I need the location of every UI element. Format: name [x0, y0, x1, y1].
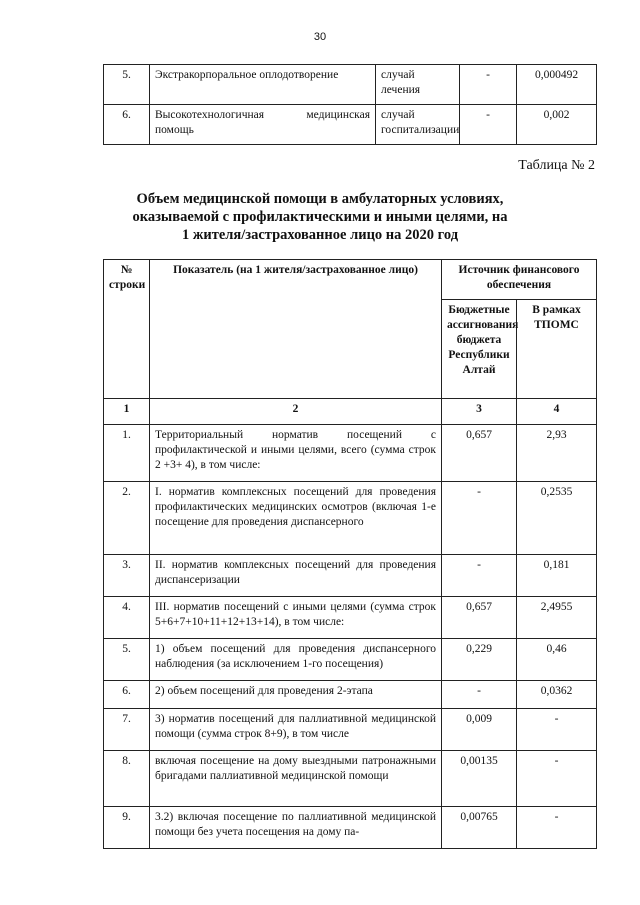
row-indicator: 1) объем посещений для проведения диспансерного наблюдения (за исключением 1-го посещения)	[150, 639, 442, 681]
row-unit: случай лечения	[376, 65, 460, 105]
volume-table	[103, 259, 597, 849]
table-row	[104, 639, 597, 681]
row-tpoms: 0,181	[517, 555, 597, 597]
column-number: 2	[150, 399, 442, 425]
row-tpoms: 0,0362	[517, 681, 597, 709]
column-number-row	[104, 399, 597, 425]
row-number: 8.	[104, 751, 150, 807]
row-budget: -	[442, 681, 517, 709]
title-line: 1 жителя/застрахованное лицо на 2020 год	[181, 227, 459, 243]
row-number: 4.	[104, 597, 150, 639]
header-budget: Бюджетные ассигнования бюджета Республики Алтай	[442, 300, 517, 399]
row-tpoms: 0,46	[517, 639, 597, 681]
row-number: 7.	[104, 709, 150, 751]
row-budget: 0,009	[442, 709, 517, 751]
header-row	[104, 260, 597, 300]
row-number: 6.	[104, 681, 150, 709]
row-budget: -	[460, 105, 517, 145]
row-budget: 0,00135	[442, 751, 517, 807]
column-number: 4	[517, 399, 597, 425]
table-row	[104, 807, 597, 849]
row-budget: 0,229	[442, 639, 517, 681]
row-indicator: 2) объем посещений для проведения 2-этапа	[150, 681, 442, 709]
row-budget: -	[442, 555, 517, 597]
table-title	[90, 190, 550, 244]
row-name: Высокотехнологичная медицинская помощь	[150, 105, 376, 145]
row-indicator: 3) норматив посещений для паллиативной медицинской помощи (сумма строк 8+9), в том числе	[150, 709, 442, 751]
column-number: 3	[442, 399, 517, 425]
row-tpoms: 0,000492	[517, 65, 597, 105]
table-row	[104, 482, 597, 555]
row-number: 9.	[104, 807, 150, 849]
table-row	[104, 65, 597, 105]
header-source: Источник финансового обеспечения	[442, 260, 597, 300]
page-number: 30	[313, 31, 327, 43]
table-row	[104, 597, 597, 639]
column-number: 1	[104, 399, 150, 425]
row-tpoms: 0,002	[517, 105, 597, 145]
row-indicator: I. норматив комплексных посещений для проведения профилактических медицинских осмотров (включая 1-е посещение для проведения диспансерного	[150, 482, 442, 555]
row-unit: случай госпитализации	[376, 105, 460, 145]
header-tpoms: В рамках ТПОМС	[517, 300, 597, 399]
row-budget: 0,00765	[442, 807, 517, 849]
header-row-number: № строки	[104, 260, 150, 399]
table-row	[104, 105, 597, 145]
table-row	[104, 425, 597, 482]
row-number: 1.	[104, 425, 150, 482]
title-line: Объем медицинской помощи в амбулаторных условиях,	[136, 191, 504, 207]
title-line: оказываемой с профилактическими и иными целями, на	[132, 209, 508, 225]
row-budget: -	[442, 482, 517, 555]
row-budget: 0,657	[442, 597, 517, 639]
row-tpoms: -	[517, 807, 597, 849]
row-indicator: II. норматив комплексных посещений для проведения диспансеризации	[150, 555, 442, 597]
row-indicator: включая посещение на дому выездными патронажными бригадами паллиативной медицинской помощи	[150, 751, 442, 807]
table-label: Таблица № 2	[518, 158, 595, 173]
row-number: 2.	[104, 482, 150, 555]
row-tpoms: 2,93	[517, 425, 597, 482]
row-tpoms: 0,2535	[517, 482, 597, 555]
row-tpoms: -	[517, 751, 597, 807]
table-row	[104, 709, 597, 751]
header-indicator: Показатель (на 1 жителя/застрахованное лицо)	[150, 260, 442, 399]
row-number: 6.	[104, 105, 150, 145]
row-name: Экстракорпоральное оплодотворение	[150, 65, 376, 105]
row-tpoms: -	[517, 709, 597, 751]
row-indicator: 3.2) включая посещение по паллиативной медицинской помощи без учета посещения на дому па-	[150, 807, 442, 849]
table-row	[104, 555, 597, 597]
row-budget: -	[460, 65, 517, 105]
row-indicator: III. норматив посещений с иными целями (сумма строк 5+6+7+10+11+12+13+14), в том числе:	[150, 597, 442, 639]
table-row	[104, 751, 597, 807]
row-indicator: Территориальный норматив посещений с профилактической и иными целями, всего (сумма строк 2 +3+ 4), в том числе:	[150, 425, 442, 482]
row-budget: 0,657	[442, 425, 517, 482]
table-row	[104, 681, 597, 709]
row-tpoms: 2,4955	[517, 597, 597, 639]
continued-table	[103, 64, 597, 145]
row-number: 5.	[104, 639, 150, 681]
row-number: 3.	[104, 555, 150, 597]
row-number: 5.	[104, 65, 150, 105]
